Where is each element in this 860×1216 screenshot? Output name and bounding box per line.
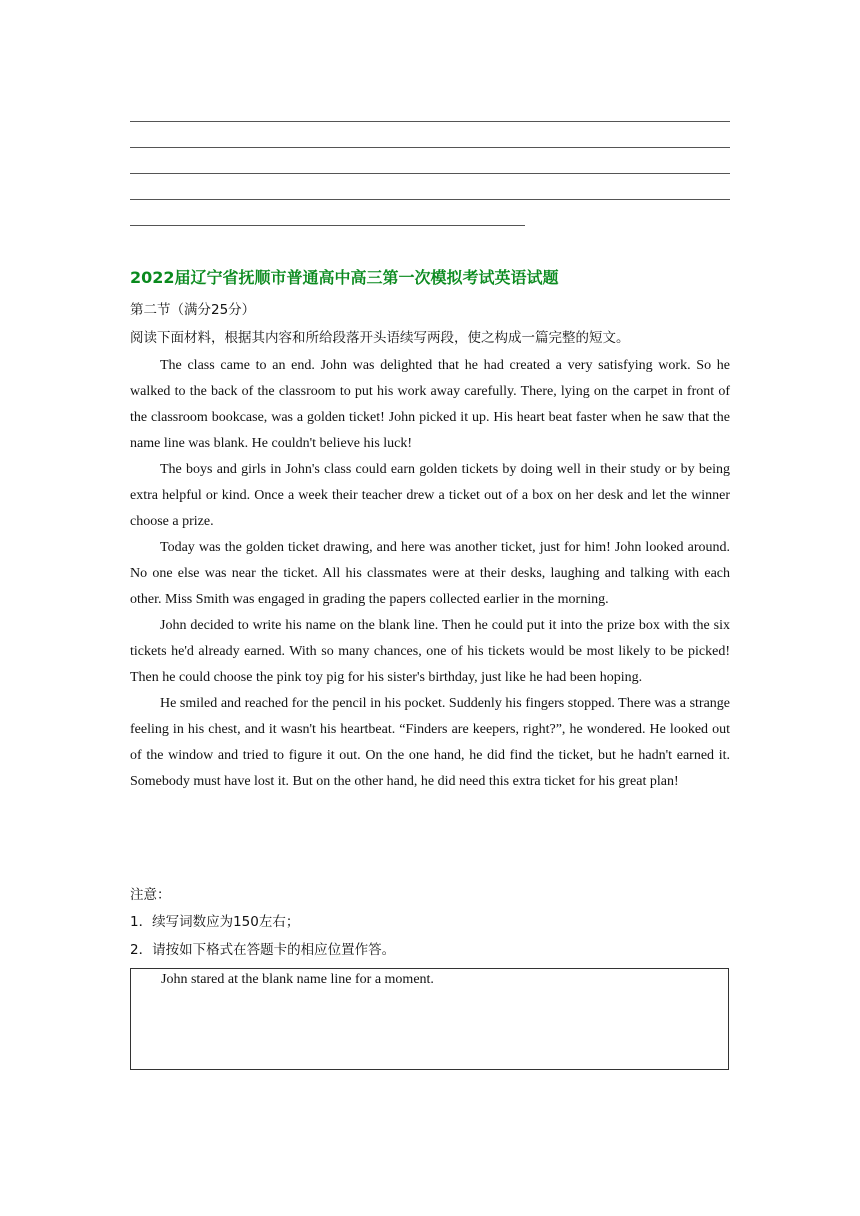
exam-title: 2022届辽宁省抚顺市普通高中高三第一次模拟考试英语试题 (130, 268, 559, 287)
reading-passage (130, 353, 730, 795)
passage-paragraph: Today was the golden ticket drawing, and here was another ticket, just for him! John looked around. No one else was near the ticket. All his classmates were at their desks, laughing and talking with each other. Miss Smith was engaged in grading the papers collected earlier in the morning. (130, 540, 730, 607)
answer-line (130, 225, 525, 226)
notes-label: 注意： (130, 887, 171, 903)
answer-line (130, 147, 730, 148)
instruction-text: 阅读下面材料，根据其内容和所给段落开头语续写两段，使之构成一篇完整的短文。 (130, 330, 630, 346)
note-item: 2．请按如下格式在答题卡的相应位置作答。 (130, 942, 396, 958)
section-heading: 第二节（满分25分） (130, 302, 256, 318)
passage-paragraph: John decided to write his name on the blank line. Then he could put it into the prize box with the six tickets he'd already earned. With so many chances, one of his tickets would be most likely to be picked! Then he could choose the pink toy pig for his sister's birthday, just like he had been hoping. (130, 618, 730, 685)
passage-paragraph: The class came to an end. John was delighted that he had created a very satisfying work. So he walked to the back of the classroom to put his work away carefully. There, lying on the carpet in front of the classroom bookcase, was a golden ticket! John picked it up. His heart beat faster when he saw that the name line was blank. He couldn't believe his luck! (130, 358, 730, 451)
passage-paragraph: He smiled and reached for the pencil in his pocket. Suddenly his fingers stopped. There was a strange feeling in his chest, and it wasn't his heartbeat. “Finders are keepers, right?”, he wondered. He looked out of the window and tried to figure it out. On the one hand, he did find the ticket, but he hadn't earned it. Somebody must have lost it. But on the other hand, he did need this extra ticket for his great plan! (130, 696, 730, 789)
answer-line (130, 173, 730, 174)
passage-paragraph: The boys and girls in John's class could earn golden tickets by doing well in their study or by being extra helpful or kind. Once a week their teacher drew a ticket out of a box on her desk and let the winner choose a prize. (130, 462, 730, 529)
answer-box[interactable] (130, 968, 729, 1070)
answer-box-opening: John stared at the blank name line for a moment. (161, 972, 434, 987)
note-item: 1．续写词数应为150左右； (130, 914, 300, 930)
answer-line (130, 199, 730, 200)
answer-line (130, 121, 730, 122)
